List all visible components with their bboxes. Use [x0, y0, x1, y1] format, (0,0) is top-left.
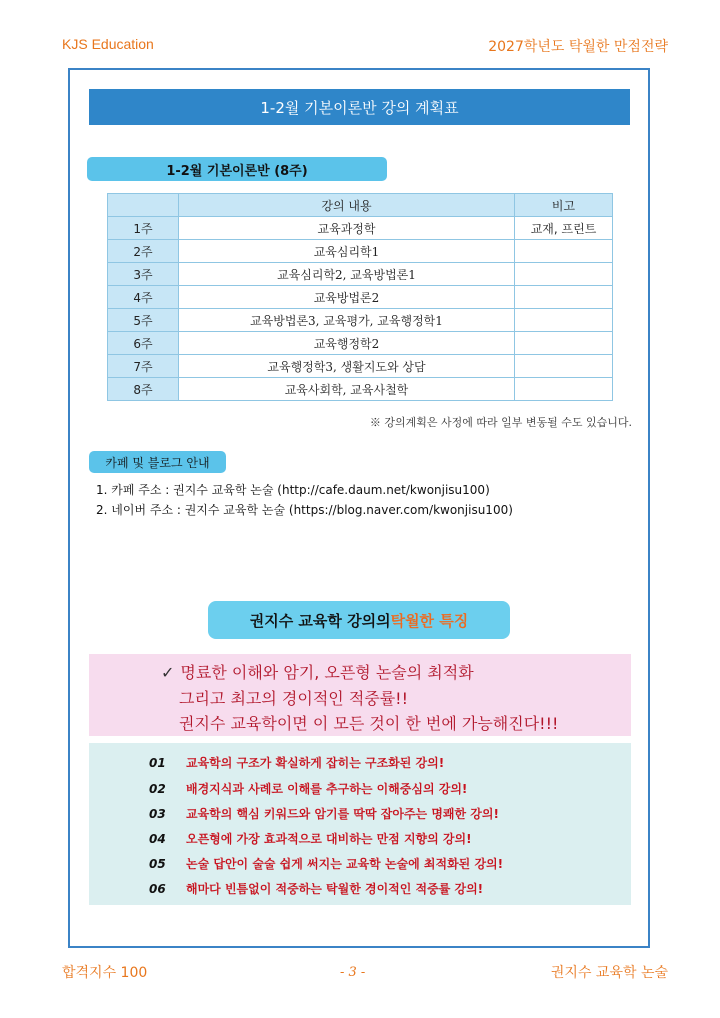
content-cell: 교육행정학3, 생활지도와 상담 — [179, 355, 515, 378]
feature-number: 06 — [149, 882, 166, 896]
list-item — [149, 880, 483, 897]
feature-number: 03 — [149, 807, 166, 821]
cafe-address: 1. 카페 주소 : 권지수 교육학 논술 (http://cafe.daum.net/kwonjisu100) — [96, 483, 490, 497]
feature-number: 02 — [149, 782, 166, 796]
feature-text: 배경지식과 사례로 이해를 추구하는 이해중심의 강의! — [186, 782, 468, 796]
note-cell — [515, 286, 613, 309]
highlight-box — [89, 654, 631, 736]
features-list — [89, 743, 631, 905]
content-cell: 교육방법론2 — [179, 286, 515, 309]
column-header: 비고 — [515, 194, 613, 217]
note-cell — [515, 378, 613, 401]
schedule-footnote: ※ 강의계획은 사정에 따라 일부 변동될 수도 있습니다. — [369, 416, 632, 429]
table-row — [108, 309, 613, 332]
highlight-line: 그리고 최고의 경이적인 적중률!! — [179, 689, 409, 708]
week-cell: 3주 — [108, 263, 179, 286]
feature-text: 교육학의 핵심 키워드와 암기를 딱딱 잡아주는 명쾌한 강의! — [186, 807, 499, 821]
note-cell — [515, 332, 613, 355]
feature-text: 논술 답안이 술술 쉽게 써지는 교육학 논술에 최적화된 강의! — [186, 857, 504, 871]
content-cell: 교육사회학, 교육사철학 — [179, 378, 515, 401]
list-item — [149, 855, 503, 872]
week-cell: 2주 — [108, 240, 179, 263]
blog-address: 2. 네이버 주소 : 권지수 교육학 논술 (https://blog.naver.com/kwonjisu100) — [96, 503, 513, 517]
table-row — [108, 263, 613, 286]
week-cell: 7주 — [108, 355, 179, 378]
feature-text: 교육학의 구조가 확실하게 잡히는 구조화된 강의! — [186, 756, 445, 770]
feature-number: 04 — [149, 832, 166, 846]
list-item — [149, 754, 444, 771]
table-row — [108, 286, 613, 309]
content-cell: 교육심리학2, 교육방법론1 — [179, 263, 515, 286]
cafe-label: 카페 및 블로그 안내 — [89, 451, 226, 473]
table-header-row — [108, 194, 613, 217]
table-row — [108, 240, 613, 263]
page-title: 1-2월 기본이론반 강의 계획표 — [89, 89, 630, 125]
features-title — [208, 601, 510, 639]
feature-text: 오픈형에 가장 효과적으로 대비하는 만점 지향의 강의! — [186, 832, 472, 846]
footer-left: 합격지수 100 — [62, 965, 148, 981]
features-title-highlight: 탁월한 특징 — [390, 611, 469, 630]
note-cell — [515, 309, 613, 332]
note-cell — [515, 240, 613, 263]
check-icon: ✓ — [161, 663, 175, 682]
table-row — [108, 378, 613, 401]
page-number: - 3 - — [340, 965, 366, 980]
week-cell: 5주 — [108, 309, 179, 332]
highlight-text: 명료한 이해와 암기, 오픈형 논술의 최적화 — [180, 663, 474, 682]
feature-text: 해마다 빈틈없이 적중하는 탁월한 경이적인 적중률 강의! — [186, 882, 484, 896]
features-title-prefix: 권지수 교육학 강의의 — [249, 611, 391, 630]
schedule-label: 1-2월 기본이론반 (8주) — [87, 157, 387, 181]
content-cell: 교육행정학2 — [179, 332, 515, 355]
content-cell: 교육심리학1 — [179, 240, 515, 263]
feature-number: 05 — [149, 857, 166, 871]
week-cell: 4주 — [108, 286, 179, 309]
note-cell — [515, 355, 613, 378]
table-row — [108, 332, 613, 355]
list-item — [149, 830, 472, 847]
list-item — [149, 780, 467, 797]
highlight-line — [161, 660, 474, 683]
feature-number: 01 — [149, 756, 166, 770]
week-cell: 8주 — [108, 378, 179, 401]
header-brand: KJS Education — [62, 36, 154, 52]
content-cell: 교육과정학 — [179, 217, 515, 240]
note-cell: 교재, 프린트 — [515, 217, 613, 240]
footer-right: 권지수 교육학 논술 — [550, 965, 668, 981]
list-item — [149, 805, 499, 822]
header-subtitle: 2027학년도 탁월한 만점전략 — [488, 39, 668, 55]
week-cell: 6주 — [108, 332, 179, 355]
table-row — [108, 355, 613, 378]
content-cell: 교육방법론3, 교육평가, 교육행정학1 — [179, 309, 515, 332]
schedule-table — [107, 193, 613, 401]
column-header — [108, 194, 179, 217]
column-header: 강의 내용 — [179, 194, 515, 217]
highlight-line: 권지수 교육학이면 이 모든 것이 한 번에 가능해진다!!! — [179, 714, 559, 733]
table-row — [108, 217, 613, 240]
note-cell — [515, 263, 613, 286]
week-cell: 1주 — [108, 217, 179, 240]
